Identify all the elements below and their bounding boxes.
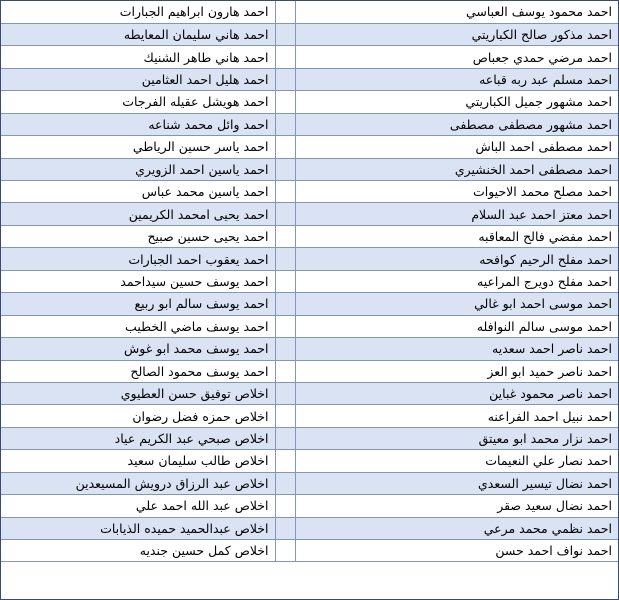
cell-empty-gap[interactable]	[275, 293, 295, 315]
table-row	[1, 450, 618, 472]
cell-empty-gap[interactable]	[275, 158, 295, 180]
table-row	[1, 113, 618, 135]
table-row	[1, 270, 618, 292]
cell-left-name[interactable]: اخلاص كمل حسين جنديه	[1, 540, 275, 562]
names-table-body	[1, 1, 618, 562]
cell-left-name[interactable]: احمد يعقوب احمد الجبارات	[1, 248, 275, 270]
names-table	[1, 1, 618, 562]
cell-left-name[interactable]: احمد يحيى امحمد الكريمين	[1, 203, 275, 225]
table-row	[1, 158, 618, 180]
cell-empty-gap[interactable]	[275, 405, 295, 427]
cell-empty-gap[interactable]	[275, 113, 295, 135]
table-row	[1, 136, 618, 158]
cell-empty-gap[interactable]	[275, 91, 295, 113]
table-row	[1, 338, 618, 360]
cell-left-name[interactable]: احمد يوسف محمد ابو غوش	[1, 338, 275, 360]
cell-left-name[interactable]: اخلاص توفيق حسن العطيوي	[1, 382, 275, 404]
cell-left-name[interactable]: احمد يوسف سالم ابو ربيع	[1, 293, 275, 315]
cell-right-name[interactable]: احمد مفلح الرحيم كوافحه	[295, 248, 618, 270]
cell-empty-gap[interactable]	[275, 338, 295, 360]
cell-right-name[interactable]: احمد مسلم عبد ربه قباعه	[295, 68, 618, 90]
cell-left-name[interactable]: احمد هاني سليمان المعايطه	[1, 23, 275, 45]
cell-right-name[interactable]: احمد مشهور جميل الكباريتي	[295, 91, 618, 113]
cell-empty-gap[interactable]	[275, 248, 295, 270]
table-row	[1, 91, 618, 113]
cell-right-name[interactable]: احمد نصار علي النعيمات	[295, 450, 618, 472]
cell-left-name[interactable]: اخلاص عبد الرزاق درويش المسيعدين	[1, 472, 275, 494]
cell-left-name[interactable]: اخلاص عبدالحميد حميده الذيابات	[1, 517, 275, 539]
table-row	[1, 382, 618, 404]
cell-empty-gap[interactable]	[275, 382, 295, 404]
table-row	[1, 1, 618, 23]
cell-left-name[interactable]: اخلاص حمزه فضل رضوان	[1, 405, 275, 427]
cell-empty-gap[interactable]	[275, 203, 295, 225]
table-row	[1, 517, 618, 539]
cell-right-name[interactable]: احمد نضال سعيد صقر	[295, 495, 618, 517]
cell-right-name[interactable]: احمد مشهور مصطفى مصطفى	[295, 113, 618, 135]
table-row	[1, 68, 618, 90]
cell-left-name[interactable]: احمد ياسين محمد عباس	[1, 181, 275, 203]
cell-right-name[interactable]: احمد نظمي محمد مرعي	[295, 517, 618, 539]
cell-right-name[interactable]: احمد موسى سالم النوافله	[295, 315, 618, 337]
cell-left-name[interactable]: اخلاص طالب سليمان سعيد	[1, 450, 275, 472]
cell-empty-gap[interactable]	[275, 315, 295, 337]
cell-left-name[interactable]: احمد وائل محمد شناعه	[1, 113, 275, 135]
cell-right-name[interactable]: احمد مصطفى احمد الباش	[295, 136, 618, 158]
cell-empty-gap[interactable]	[275, 360, 295, 382]
cell-right-name[interactable]: احمد محمود يوسف العباسي	[295, 1, 618, 23]
table-row	[1, 203, 618, 225]
cell-left-name[interactable]: اخلاص صبحي عبد الكريم عياد	[1, 427, 275, 449]
cell-empty-gap[interactable]	[275, 540, 295, 562]
cell-right-name[interactable]: احمد ناصر احمد سعديه	[295, 338, 618, 360]
cell-left-name[interactable]: احمد يحيى حسين صبيح	[1, 225, 275, 247]
cell-left-name[interactable]: احمد هارون ابراهيم الجبارات	[1, 1, 275, 23]
cell-right-name[interactable]: احمد ناصر حميد ابو العز	[295, 360, 618, 382]
table-row	[1, 405, 618, 427]
table-row	[1, 540, 618, 562]
cell-empty-gap[interactable]	[275, 46, 295, 68]
table-row	[1, 360, 618, 382]
cell-left-name[interactable]: احمد يوسف محمود الصالح	[1, 360, 275, 382]
cell-empty-gap[interactable]	[275, 450, 295, 472]
cell-empty-gap[interactable]	[275, 68, 295, 90]
cell-empty-gap[interactable]	[275, 495, 295, 517]
cell-left-name[interactable]: اخلاص عبد الله احمد علي	[1, 495, 275, 517]
table-row	[1, 472, 618, 494]
cell-empty-gap[interactable]	[275, 427, 295, 449]
cell-left-name[interactable]: احمد هاني طاهر الشنيك	[1, 46, 275, 68]
cell-right-name[interactable]: احمد مرضي حمدي جعباص	[295, 46, 618, 68]
cell-right-name[interactable]: احمد مذكور صالح الكباريتي	[295, 23, 618, 45]
table-row	[1, 315, 618, 337]
cell-left-name[interactable]: احمد ياسين احمد الزويري	[1, 158, 275, 180]
cell-left-name[interactable]: احمد يوسف حسين سيداحمد	[1, 270, 275, 292]
cell-right-name[interactable]: احمد مفلح دويرج المراعيه	[295, 270, 618, 292]
cell-empty-gap[interactable]	[275, 23, 295, 45]
cell-right-name[interactable]: احمد ناصر محمود غباين	[295, 382, 618, 404]
table-row	[1, 293, 618, 315]
cell-right-name[interactable]: احمد نواف احمد حسن	[295, 540, 618, 562]
cell-right-name[interactable]: احمد نضال تيسير السعدي	[295, 472, 618, 494]
cell-left-name[interactable]: احمد ياسر حسين الرياطي	[1, 136, 275, 158]
table-row	[1, 23, 618, 45]
cell-empty-gap[interactable]	[275, 517, 295, 539]
cell-empty-gap[interactable]	[275, 136, 295, 158]
cell-right-name[interactable]: احمد نبيل احمد الفراعنه	[295, 405, 618, 427]
table-row	[1, 225, 618, 247]
cell-right-name[interactable]: احمد نزار محمد ابو معيتق	[295, 427, 618, 449]
cell-right-name[interactable]: احمد معتز احمد عبد السلام	[295, 203, 618, 225]
table-row	[1, 495, 618, 517]
cell-left-name[interactable]: احمد هويشل عقيله الفرجات	[1, 91, 275, 113]
cell-empty-gap[interactable]	[275, 270, 295, 292]
table-row	[1, 427, 618, 449]
cell-empty-gap[interactable]	[275, 1, 295, 23]
table-row	[1, 181, 618, 203]
cell-right-name[interactable]: احمد مصلح محمد الاحيوات	[295, 181, 618, 203]
cell-empty-gap[interactable]	[275, 472, 295, 494]
cell-left-name[interactable]: احمد يوسف ماضي الخطيب	[1, 315, 275, 337]
cell-left-name[interactable]: احمد هليل احمد العثامين	[1, 68, 275, 90]
cell-empty-gap[interactable]	[275, 181, 295, 203]
table-row	[1, 248, 618, 270]
cell-empty-gap[interactable]	[275, 225, 295, 247]
cell-right-name[interactable]: احمد مصطفى احمد الخنشيري	[295, 158, 618, 180]
table-row	[1, 46, 618, 68]
cell-right-name[interactable]: احمد مفضي فالح المعاقبه	[295, 225, 618, 247]
cell-right-name[interactable]: احمد موسى احمد ابو غالي	[295, 293, 618, 315]
